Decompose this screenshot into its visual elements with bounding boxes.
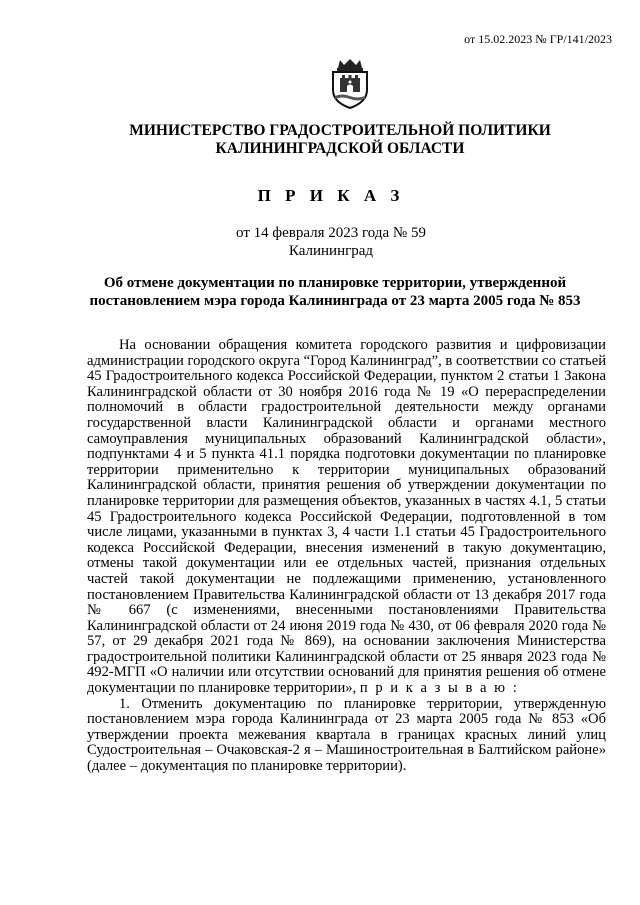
order-city: Калининград bbox=[288, 243, 374, 259]
ministry-name bbox=[0, 122, 640, 158]
order-date: от 14 февраля 2023 года № 59 bbox=[236, 225, 426, 241]
order-subject bbox=[0, 274, 640, 310]
registration-number: от 15.02.2023 № ГР/141/2023 bbox=[464, 32, 612, 46]
ministry-name-line-2: КАЛИНИНГРАДСКОЙ ОБЛАСТИ bbox=[215, 140, 465, 157]
order-word: п р и к а з ы в а ю : bbox=[359, 680, 519, 697]
order-date-block bbox=[0, 224, 640, 260]
order-subject-line-1: Об отмене документации по планировке территории, утвержденной bbox=[103, 275, 567, 291]
coat-of-arms-icon bbox=[326, 56, 374, 110]
ministry-name-line-1: МИНИСТЕРСТВО ГРАДОСТРОИТЕЛЬНОЙ ПОЛИТИКИ bbox=[129, 122, 551, 139]
basis-text: На основании обращения комитета городского развития и цифровизации администрации городского округа “Город Калининград”, в соответствии со статьей 45 Градостроительного кодекса Российской Федерации, пунктом 2 статьи 1 Закона Калининградской области от 30 ноября 2016 года № 19 «О перераспределении полномочий в области градостроительной деятельности между органами государственной власти Калининградской области и органами местного самоуправления муниципальных образований Калининградской области», подпунктами 4 и 5 пункта 41.1 порядка подготовки документации по планировке территории применительно к территории муниципальных образований Калининградской области, принятия решения об утверждении документации по планировке территории для размещения объектов, указанных в частях 4.1, 5 статьи 45 Градостроительного кодекса Российской Федерации, подготовленной в том числе лицами, указанными в пунктах 3, 4 части 1.1 статьи 45 Градостроительного кодекса Российской Федерации, внесения изменений в такую документацию, отмены такой документации или ее отдельных частей, признания отдельных частей такой документации не подлежащими применению, установленного постановлением Правительства Калининградской области от 13 декабря 2017 года № 667 (с изменениями, внесенными постановлениями Правительства Калининградской области от 24 июня 2019 года № 430, от 06 февраля 2020 года № 57, от 29 декабря 2021 года № 869), на основании заключения Министерства градостроительной политики Калининградской области от 25 января 2023 года № 492-МГП «О наличии или отсутствии оснований для принятия решения об отмене документации по планировке территории», bbox=[87, 337, 606, 697]
order-subject-line-2: постановлением мэра города Калининграда от 23 марта 2005 года № 853 bbox=[89, 293, 581, 309]
basis-paragraph bbox=[87, 338, 606, 697]
order-body bbox=[87, 338, 606, 775]
order-title: П Р И К А З bbox=[257, 186, 405, 205]
item-1-paragraph: 1. Отменить документацию по планировке территории, утвержденную постановлением мэра города Калининграда от 23 марта 2005 года № 853 «Об утверждении проекта межевания квартала в границах красных линий улиц Судостроительная – Очаковская-2 я – Машиностроительная в Балтийском районе» (далее – документация по планировке территории). bbox=[87, 695, 606, 775]
